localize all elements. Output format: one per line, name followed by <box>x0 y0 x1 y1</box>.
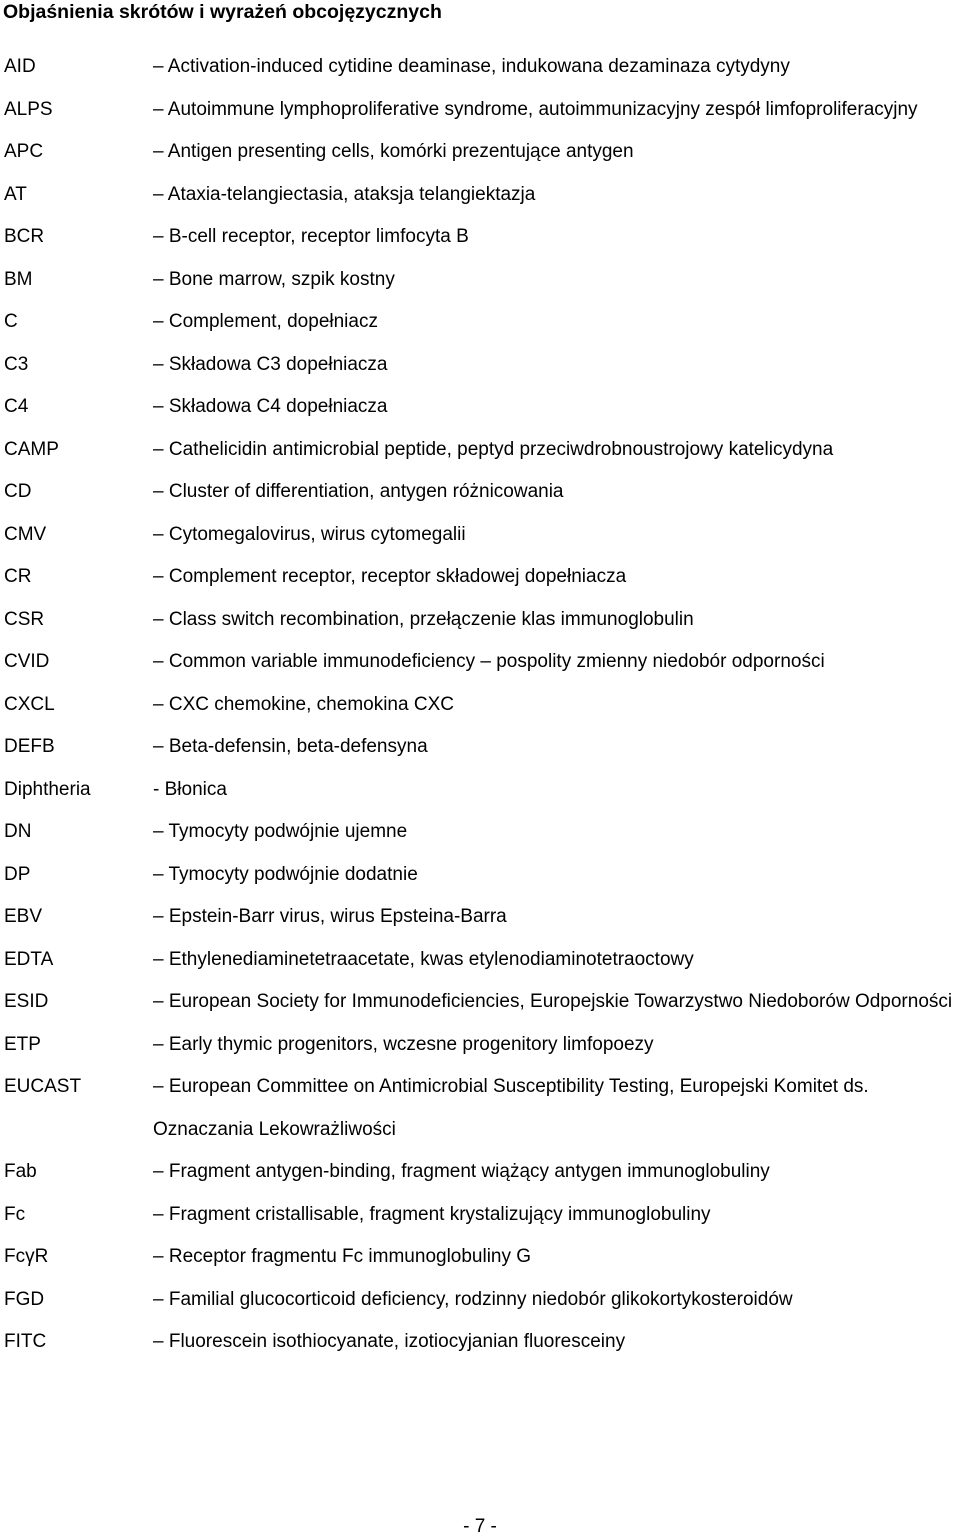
abbreviation: DN <box>4 821 32 842</box>
abbreviation: CD <box>4 481 32 502</box>
abbreviation: Fc <box>4 1203 26 1225</box>
abbreviation: EBV <box>4 906 43 927</box>
glossary-entry <box>4 1279 960 1322</box>
definition: - Błonica <box>153 778 227 800</box>
glossary-list <box>4 46 960 1364</box>
definition: – Ethylenediaminetetraacetate, kwas etylenodiaminotetraoctowy <box>153 948 694 970</box>
abbreviation: BCR <box>4 226 45 247</box>
abbreviation: DEFB <box>4 736 55 757</box>
definition: – Tymocyty podwójnie dodatnie <box>153 863 418 885</box>
definition: – Antigen presenting cells, komórki prezentujące antygen <box>153 141 634 162</box>
definition: – European Committee on Antimicrobial Susceptibility Testing, Europejski Komitet ds. Oznaczania Lekowrażliwości <box>153 1076 874 1140</box>
abbreviation: CAMP <box>4 438 59 460</box>
glossary-entry <box>4 514 960 557</box>
abbreviation: APC <box>4 141 44 162</box>
definition: – Fluorescein isothiocyanate, izotiocyjanian fluoresceiny <box>153 1331 626 1352</box>
abbreviation: CVID <box>4 651 50 672</box>
definition: – Składowa C3 dopełniacza <box>153 353 388 375</box>
glossary-entry <box>4 896 960 939</box>
definition: – Cytomegalovirus, wirus cytomegalii <box>153 523 466 545</box>
glossary-entry <box>4 216 960 259</box>
definition: – Epstein-Barr virus, wirus Epsteina-Barra <box>153 906 507 927</box>
glossary-entry <box>4 981 960 1024</box>
definition: – Cathelicidin antimicrobial peptide, peptyd przeciwdrobnoustrojowy katelicydyna <box>153 438 834 460</box>
page-title: Objaśnienia skrótów i wyrażeń obcojęzycznych <box>3 1 442 23</box>
abbreviation: BM <box>4 268 33 290</box>
definition: – Receptor fragmentu Fc immunoglobuliny G <box>153 1246 532 1267</box>
definition: – Common variable immunodeficiency – pospolity zmienny niedobór odporności <box>153 651 825 672</box>
glossary-entry <box>4 769 960 812</box>
abbreviation: EUCAST <box>4 1076 82 1097</box>
definition: – Autoimmune lymphoproliferative syndrome, autoimmunizacyjny zespół limfoproliferacyjny <box>153 98 918 120</box>
glossary-entry <box>4 301 960 344</box>
abbreviation: CMV <box>4 523 47 545</box>
definition: – Familial glucocorticoid deficiency, rodzinny niedobór glikokortykosteroidów <box>153 1288 793 1310</box>
abbreviation: EDTA <box>4 948 54 970</box>
glossary-entry <box>4 641 960 684</box>
glossary-entry <box>4 89 960 132</box>
abbreviation: CSR <box>4 608 45 630</box>
abbreviation: C3 <box>4 353 29 375</box>
definition: – Complement receptor, receptor składowej dopełniacza <box>153 566 627 587</box>
glossary-entry <box>4 46 960 89</box>
glossary-entry <box>4 344 960 387</box>
abbreviation: AT <box>4 183 27 205</box>
definition: – Beta-defensin, beta-defensyna <box>153 736 428 757</box>
abbreviation: C4 <box>4 396 29 417</box>
glossary-entry <box>4 684 960 727</box>
glossary-entry <box>4 131 960 174</box>
page-number: - 7 - <box>463 1516 497 1537</box>
definition: – Cluster of differentiation, antygen różnicowania <box>153 481 564 502</box>
glossary-entry <box>4 386 960 429</box>
abbreviation: ESID <box>4 991 49 1012</box>
definition: – Tymocyty podwójnie ujemne <box>153 821 408 842</box>
abbreviation: ALPS <box>4 98 53 120</box>
glossary-entry <box>4 1236 960 1279</box>
definition: – Early thymic progenitors, wczesne progenitory limfopoezy <box>153 1033 654 1055</box>
definition: – European Society for Immunodeficiencies, Europejskie Towarzystwo Niedoborów Odporności <box>153 991 953 1012</box>
definition: – Fragment cristallisable, fragment krystalizujący immunoglobuliny <box>153 1203 711 1225</box>
glossary-entry <box>4 1321 960 1364</box>
glossary-entry <box>4 1066 960 1151</box>
glossary-entry <box>4 854 960 897</box>
definition: – Ataxia-telangiectasia, ataksja telangiektazja <box>153 183 536 205</box>
abbreviation: Fab <box>4 1161 37 1182</box>
glossary-entry <box>4 726 960 769</box>
definition: – Complement, dopełniacz <box>153 311 378 332</box>
definition: – Activation-induced cytidine deaminase, indukowana dezaminaza cytydyny <box>153 56 790 77</box>
glossary-entry <box>4 174 960 217</box>
glossary-entry <box>4 259 960 302</box>
abbreviation: FITC <box>4 1331 47 1352</box>
definition: – Składowa C4 dopełniacza <box>153 396 388 417</box>
abbreviation: FcγR <box>4 1246 49 1267</box>
definition: – Class switch recombination, przełączenie klas immunoglobulin <box>153 608 694 630</box>
abbreviation: CXCL <box>4 693 55 715</box>
abbreviation: DP <box>4 863 31 885</box>
definition: – CXC chemokine, chemokina CXC <box>153 693 454 715</box>
glossary-entry <box>4 939 960 982</box>
glossary-entry <box>4 429 960 472</box>
glossary-entry <box>4 1194 960 1237</box>
definition: – Bone marrow, szpik kostny <box>153 268 395 290</box>
definition: – B-cell receptor, receptor limfocyta B <box>153 226 469 247</box>
glossary-entry <box>4 1024 960 1067</box>
abbreviation: FGD <box>4 1288 45 1310</box>
abbreviation: Diphtheria <box>4 778 91 800</box>
abbreviation: C <box>4 311 18 332</box>
abbreviation: CR <box>4 566 32 587</box>
abbreviation: AID <box>4 56 36 77</box>
abbreviation: ETP <box>4 1033 41 1055</box>
glossary-entry <box>4 1151 960 1194</box>
glossary-entry <box>4 811 960 854</box>
glossary-entry <box>4 556 960 599</box>
glossary-entry <box>4 599 960 642</box>
glossary-entry <box>4 471 960 514</box>
definition: – Fragment antygen-binding, fragment wiążący antygen immunoglobuliny <box>153 1161 770 1182</box>
